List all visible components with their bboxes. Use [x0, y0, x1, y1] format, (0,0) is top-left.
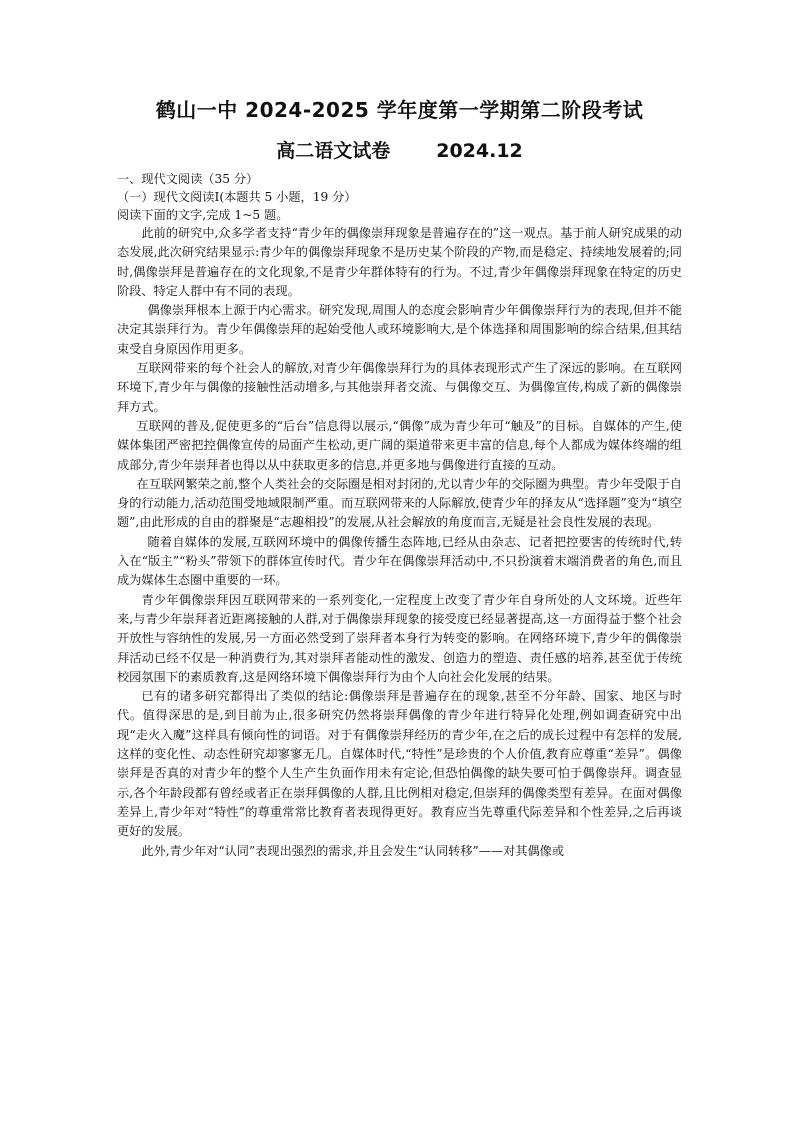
paragraph-9: 此外,青少年对“认同”表现出强烈的需求,并且会发生“认同转移”——对其偶像或	[141, 843, 565, 858]
paragraph-3: 互联网带来的每个社会人的解放,对青少年偶像崇拜行为的具体表现形式产生了深远的影响。在互联网环境下,青少年与偶像的接触性活动增多,与其他崇拜者交流、与偶像交互、为偶像宣传,构成了新的偶像崇拜方式。	[117, 361, 682, 414]
paragraph-5: 在互联网繁荣之前,整个人类社会的交际圈是相对封闭的,尤以青少年的交际圈为典型。青少年受限于自身的行动能力,活动范围受地域限制严重。而互联网带来的人际解放,使青少年的择友从“选择题”变为“填空题”,由此形成的自由的群聚是“志趣相投”的发展,从社会解放的角度而言,无疑是社会良性发展的表现。	[117, 476, 682, 530]
reading-instruction: 阅读下面的文字,完成 1~5 题。	[117, 208, 289, 222]
paragraph-2: 偶像崇拜根本上源于内心需求。研究发现,周围人的态度会影响青少年偶像崇拜行为的表现,但并不能决定其崇拜行为。青少年偶像崇拜的起始受他人或环境影响大,是个体选择和周围影响的综合结果,但其结束受自身原因作用更多。	[117, 303, 682, 356]
paragraph-1: 此前的研究中,众多学者支持“青少年的偶像崇拜现象是普遍存在的”这一观点。基于前人研究成果的动态发展,此次研究结果显示:青少年的偶像崇拜现象不是历史某个阶段的产物,而是稳定、持续地发展着的;同时,偶像崇拜是普遍存在的文化现象,不是青少年群体特有的行为。不过,青少年偶像崇拜现象在特定的历史阶段、特定人群中有不同的表现。	[117, 226, 682, 298]
exam-page	[117, 96, 682, 861]
paragraph-6: 随着自媒体的发展,互联网环境中的偶像传播生态阵地,已经从由杂志、记者把控要害的传统时代,转入在“版主”“粉头”带领下的群体宣传时代。青少年在偶像崇拜活动中,不只扮演着末端消费者的角色,而且成为媒体生态圈中重要的一环。	[117, 534, 682, 588]
paragraph-8: 已有的诸多研究都得出了类似的结论:偶像崇拜是普遍存在的现象,甚至不分年龄、国家、地区与时代。值得深思的是,到目前为止,很多研究仍然将崇拜偶像的青少年进行特异化处理,例如调查研究中出现“走火入魔”这样具有倾向性的词语。对于有偶像崇拜经历的青少年,在之后的成长过程中有怎样的发展,这样的变化性、动态性研究却寥寥无几。自媒体时代,“特性”是珍贵的个人价值,教育应尊重“差异”。偶像崇拜是否真的对青少年的整个人生产生负面作用未有定论,但恐怕偶像的缺失要可怕于偶像崇拜。调查显示,各个年龄段都有曾经或者正在崇拜偶像的人群,且比例相对稳定,但崇拜的偶像类型有差异。在面对偶像差异上,青少年对“特性”的尊重常常比教育者表现得更好。教育应当先尊重代际差异和个性差异,之后再谈更好的发展。	[117, 689, 682, 839]
paragraph-7: 青少年偶像崇拜因互联网带来的一系列变化,一定程度上改变了青少年自身所处的人文环境。近些年来,与青少年崇拜者近距离接触的人群,对于偶像崇拜现象的接受度已经显著提高,这一方面得益于整个社会开放性与容纳性的发展,另一方面必然受到了崇拜者本身行为转变的影响。在网络环境下,青少年的偶像崇拜活动已经不仅是一种消费行为,其对崇拜者能动性的激发、创造力的塑造、责任感的培养,甚至优于传统校园氛围下的素质教育,这是网络环境下偶像崇拜行为由个人向社会化发展的结果。	[117, 592, 682, 684]
paragraph-4: 互联网的普及,促使更多的“后台”信息得以展示,“偶像”成为青少年可“触及”的目标。自媒体的产生,使媒体集团严密把控偶像宣传的局面产生松动,更广阔的渠道带来更丰富的信息,每个人都成为媒体终端的组成部分,青少年崇拜者也得以从中获取更多的信息,并更多地与偶像进行直接的互动。	[117, 418, 682, 472]
exam-title: 鹤山一中 2024-2025 学年度第一学期第二阶段考试	[155, 98, 644, 122]
subsection-heading: （一）现代文阅读Ⅰ(本题共 5 小题，19 分）	[117, 190, 357, 204]
exam-date: 2024.12	[436, 140, 523, 162]
exam-subject: 高二语文试卷	[276, 140, 391, 162]
exam-subtitle	[117, 138, 682, 164]
section-heading: 一、现代文阅读（35 分）	[117, 172, 259, 186]
